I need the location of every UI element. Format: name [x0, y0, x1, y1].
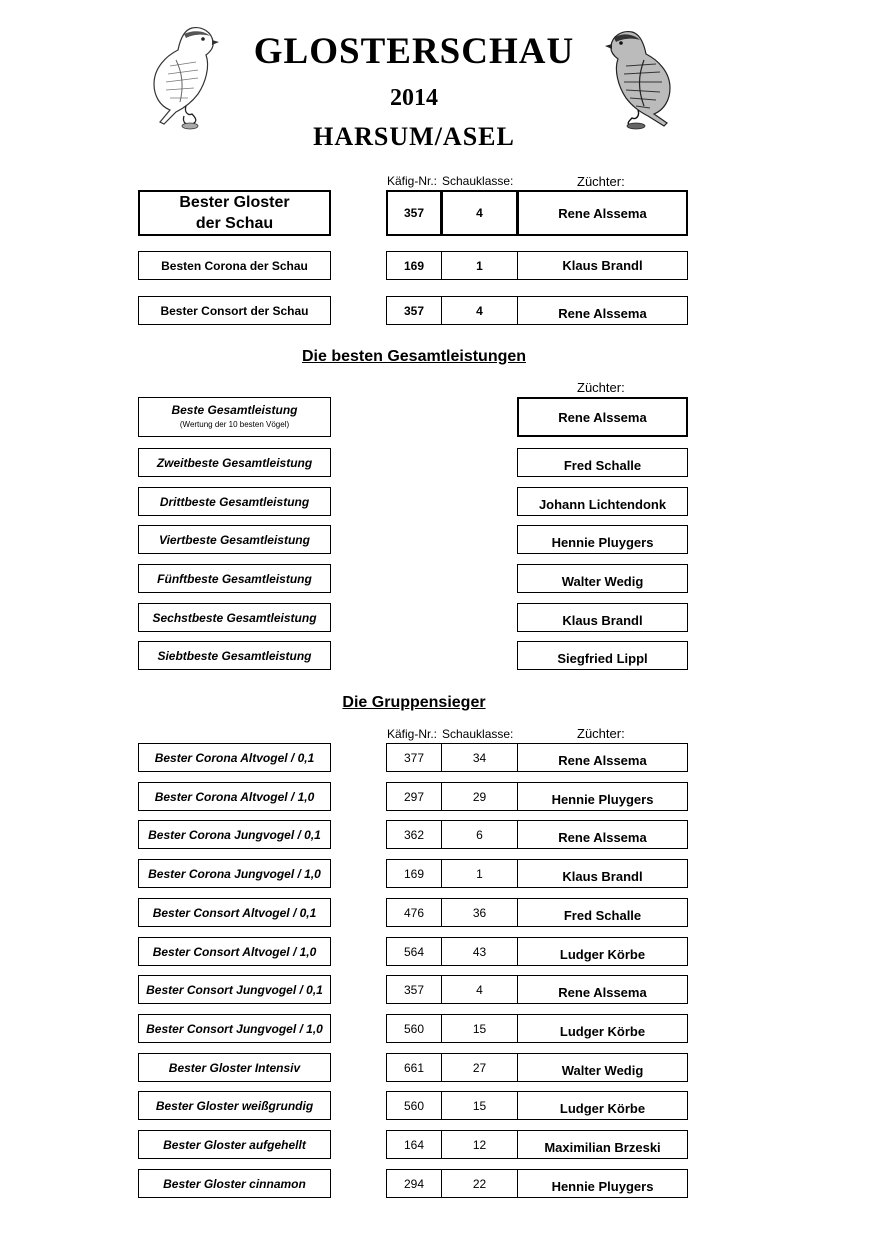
cage-number-header: Käfig-Nr.:: [387, 174, 438, 188]
group-breeder-12-text: Hennie Pluygers: [551, 1179, 654, 1194]
best-corona-breeder: Klaus Brandl: [517, 251, 688, 280]
group-label-4: Bester Corona Jungvogel / 1,0: [138, 859, 331, 888]
best-corona-class: 1: [441, 251, 518, 280]
group-cage-11: 164: [386, 1130, 442, 1159]
group-breeder-12: [517, 1169, 688, 1198]
group-class-7: 4: [441, 975, 518, 1004]
best-consort-cage: 357: [386, 296, 442, 325]
group-breeder-8-text: Ludger Körbe: [559, 1024, 646, 1039]
group-breeder-6-text: Ludger Körbe: [559, 947, 646, 962]
group-label-7: Bester Consort Jungvogel / 0,1: [138, 975, 331, 1004]
group-cage-4: 169: [386, 859, 442, 888]
best-corona-cage: 169: [386, 251, 442, 280]
breeder-header: Züchter:: [577, 174, 625, 189]
best-consort-label: Bester Consort der Schau: [138, 296, 331, 325]
overall-heading: Die besten Gesamtleistungen: [301, 348, 527, 365]
overall-breeder-1: [517, 397, 688, 437]
overall-breeder-6: [517, 603, 688, 632]
best-consort-breeder-text: Rene Alssema: [558, 306, 647, 321]
group-class-9: 27: [441, 1053, 518, 1082]
overall-breeder-1-text: Rene Alssema: [558, 409, 647, 425]
group-class-10: 15: [441, 1091, 518, 1120]
group-breeder-7-text: Rene Alssema: [558, 985, 647, 1000]
group-class-8: 15: [441, 1014, 518, 1043]
overall-breeder-4: [517, 525, 688, 554]
overall-label-7: Siebtbeste Gesamtleistung: [138, 641, 331, 670]
group-cage-7: 357: [386, 975, 442, 1004]
best-corona-label: Besten Corona der Schau: [138, 251, 331, 280]
best-gloster-label: [138, 190, 331, 236]
overall-label-1: [138, 397, 331, 437]
group-breeder-2: [517, 782, 688, 811]
group-label-9: Bester Gloster Intensiv: [138, 1053, 331, 1082]
group-breeder-9-text: Walter Wedig: [561, 1063, 644, 1078]
overall-label-5: Fünftbeste Gesamtleistung: [138, 564, 331, 593]
overall-breeder-header: Züchter:: [577, 380, 625, 395]
group-breeder-2-text: Hennie Pluygers: [551, 792, 654, 807]
group-label-10: Bester Gloster weißgrundig: [138, 1091, 331, 1120]
overall-label-4: Viertbeste Gesamtleistung: [138, 525, 331, 554]
overall-label-2: Zweitbeste Gesamtleistung: [138, 448, 331, 477]
show-class-header: Schauklasse:: [442, 174, 514, 188]
group-label-6: Bester Consort Altvogel / 1,0: [138, 937, 331, 966]
group-label-2: Bester Corona Altvogel / 1,0: [138, 782, 331, 811]
groups-heading: Die Gruppensieger: [342, 694, 486, 711]
group-breeder-9: [517, 1053, 688, 1082]
group-class-6: 43: [441, 937, 518, 966]
group-cage-9: 661: [386, 1053, 442, 1082]
overall-label-3: Drittbeste Gesamtleistung: [138, 487, 331, 516]
overall-breeder-6-text: Klaus Brandl: [562, 613, 643, 628]
group-cage-12: 294: [386, 1169, 442, 1198]
overall-breeder-7: [517, 641, 688, 670]
group-breeder-11: [517, 1130, 688, 1159]
overall-breeder-4-text: Hennie Pluygers: [551, 535, 654, 550]
group-class-1: 34: [441, 743, 518, 772]
group-label-11: Bester Gloster aufgehellt: [138, 1130, 331, 1159]
group-breeder-10-text: Ludger Körbe: [559, 1101, 646, 1116]
group-class-2: 29: [441, 782, 518, 811]
group-label-1: Bester Corona Altvogel / 0,1: [138, 743, 331, 772]
overall-breeder-2-text: Fred Schalle: [563, 458, 642, 473]
group-breeder-4-text: Klaus Brandl: [562, 869, 643, 884]
group-cage-8: 560: [386, 1014, 442, 1043]
groups-cage-header: Käfig-Nr.:: [387, 727, 438, 741]
best-consort-class: 4: [441, 296, 518, 325]
group-breeder-4: [517, 859, 688, 888]
groups-class-header: Schauklasse:: [442, 727, 514, 741]
group-class-11: 12: [441, 1130, 518, 1159]
overall-label-6: Sechstbeste Gesamtleistung: [138, 603, 331, 632]
group-breeder-8: [517, 1014, 688, 1043]
show-location: HARSUM/ASEL: [313, 122, 515, 151]
group-label-8: Bester Consort Jungvogel / 1,0: [138, 1014, 331, 1043]
best-gloster-label-line2: der Schau: [195, 215, 274, 232]
overall-label-1-note: (Wertung der 10 besten Vögel): [179, 419, 290, 429]
groups-breeder-header: Züchter:: [577, 726, 625, 741]
group-breeder-3: [517, 820, 688, 849]
group-class-3: 6: [441, 820, 518, 849]
overall-breeder-5: [517, 564, 688, 593]
overall-breeder-7-text: Siegfried Lippl: [557, 651, 648, 666]
group-breeder-6: [517, 937, 688, 966]
overall-breeder-3: [517, 487, 688, 516]
group-breeder-5-text: Fred Schalle: [563, 908, 642, 923]
group-class-4: 1: [441, 859, 518, 888]
group-label-3: Bester Corona Jungvogel / 0,1: [138, 820, 331, 849]
overall-breeder-3-text: Johann Lichtendonk: [538, 497, 667, 512]
show-year: 2014: [390, 85, 438, 111]
group-cage-1: 377: [386, 743, 442, 772]
best-gloster-cage: 357: [386, 190, 442, 236]
group-breeder-1-text: Rene Alssema: [558, 753, 647, 768]
group-cage-3: 362: [386, 820, 442, 849]
group-class-5: 36: [441, 898, 518, 927]
group-breeder-7: [517, 975, 688, 1004]
group-breeder-1: [517, 743, 688, 772]
best-gloster-label-line1: Bester Gloster: [179, 194, 290, 211]
group-cage-10: 560: [386, 1091, 442, 1120]
best-consort-breeder: [517, 296, 688, 325]
group-breeder-11-text: Maximilian Brzeski: [544, 1140, 661, 1155]
group-breeder-3-text: Rene Alssema: [558, 830, 647, 845]
group-breeder-10: [517, 1091, 688, 1120]
best-gloster-breeder: Rene Alssema: [517, 190, 688, 236]
group-class-12: 22: [441, 1169, 518, 1198]
group-cage-2: 297: [386, 782, 442, 811]
overall-breeder-2: [517, 448, 688, 477]
overall-breeder-5-text: Walter Wedig: [561, 574, 644, 589]
group-label-12: Bester Gloster cinnamon: [138, 1169, 331, 1198]
overall-label-1-text: Beste Gesamtleistung: [171, 402, 298, 417]
group-cage-5: 476: [386, 898, 442, 927]
group-breeder-5: [517, 898, 688, 927]
show-title: GLOSTERSCHAU: [253, 31, 575, 72]
group-label-5: Bester Consort Altvogel / 0,1: [138, 898, 331, 927]
group-cage-6: 564: [386, 937, 442, 966]
best-gloster-class: 4: [441, 190, 518, 236]
